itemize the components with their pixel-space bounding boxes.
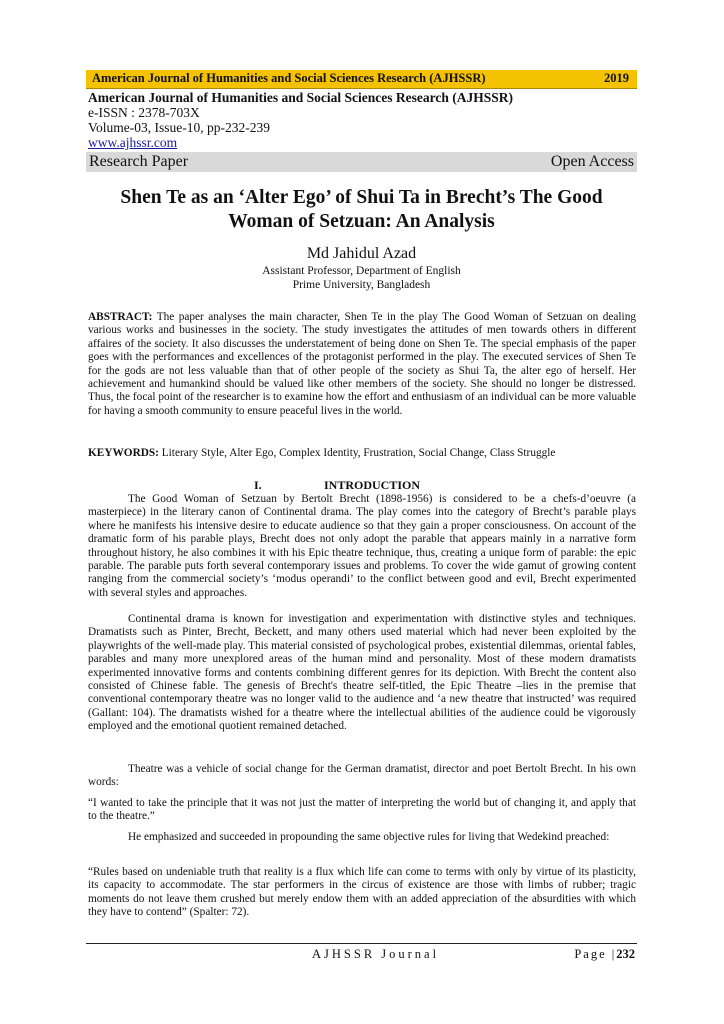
quote-1 [88, 797, 636, 824]
keywords [88, 447, 636, 460]
affiliation-line-1: Assistant Professor, Department of English [262, 265, 461, 277]
intro-paragraph-1 [88, 493, 636, 600]
keywords-text: Literary Style, Alter Ego, Complex Identity, Frustration, Social Change, Class Struggle [158, 447, 556, 459]
section-number: I. [254, 478, 262, 492]
access-type: Open Access [550, 153, 634, 170]
issn: e-ISSN : 2378-703X [88, 105, 200, 120]
intro-paragraph-2 [88, 613, 636, 734]
paragraph: He emphasized and succeeded in propounding the same objective rules for living that Wedekind preached: [128, 831, 610, 843]
paper-type: Research Paper [89, 153, 189, 170]
footer-page [574, 947, 635, 962]
volume-info: Volume-03, Issue-10, pp-232-239 [88, 120, 270, 135]
footer-journal: AJHSSR Journal [312, 947, 440, 961]
page-number: 232 [616, 947, 635, 961]
quote-2 [88, 866, 636, 920]
author-affiliation [86, 264, 637, 292]
affiliation-line-2: Prime University, Bangladesh [292, 279, 431, 291]
journal-banner [86, 70, 637, 89]
paper-type-bar [86, 152, 637, 172]
keywords-label: KEYWORDS: [88, 447, 159, 459]
journal-name: American Journal of Humanities and Social Sciences Research (AJHSSR) [88, 90, 513, 105]
title-line-1: Shen Te as an ‘Alter Ego’ of Shui Ta in Brecht’s The Good [120, 187, 603, 208]
banner-title: American Journal of Humanities and Social Sciences Research (AJHSSR) [92, 71, 486, 85]
article-title [86, 186, 637, 234]
abstract-label: ABSTRACT: [88, 311, 153, 323]
paragraph: Theatre was a vehicle of social change for the German dramatist, director and poet Bertolt Brecht. In his own words: [88, 763, 636, 789]
section-title: INTRODUCTION [324, 478, 421, 492]
author-name: Md Jahidul Azad [306, 245, 417, 262]
abstract-text: The paper analyses the main character, Shen Te in the play The Good Woman of Setzuan on dealing various works and businesses in the society. The study investigates the attitudes of men towards others in different affaires of the society. It also discusses the understatement of being done on Shen Te. The special emphasis of the paper goes with the performances and excellences of the protagonist performed in the play. The executed services of Shen Te for the gods are not less valuable than that of other people of the society as Shui Ta, the alter ego of herself. Her achievement and humankind should be valued like other members of the society. She should no longer be distressed. Thus, the focal point of the researcher is to examine how the effort and enthusiasm of an individual can be more valuable for having a smooth community to ensure peaceful lives in the world. [88, 311, 636, 417]
website-link[interactable]: www.ajhssr.com [88, 135, 178, 150]
page-label: Page | [574, 947, 617, 961]
intro-paragraph-4 [88, 831, 636, 844]
title-line-2: Woman of Setzuan: An Analysis [228, 211, 495, 232]
banner-year: 2019 [604, 71, 629, 85]
quotation: “I wanted to take the principle that it was not just the matter of interpreting the world but of changing it, and apply that to the theatre.” [88, 797, 636, 823]
abstract [88, 311, 636, 418]
paragraph: The Good Woman of Setzuan by Bertolt Brecht (1898-1956) is considered to be a chefs-d’oeuvre (a masterpiece) in the literary canon of Continental drama. The play comes into the category of Brecht’s parable plays where he manifests his intensive desire to educate audience so that they gain a proper consciousness. On account of the dramatic form of his parable plays, Brecht does not only adopt the parable that appears mainly in a narrative form throughout history, he also combines it with his Epic theatre technique, thus, creating a unique form of parable: the epic parable. The parable puts forth several contemporary issues and problems. To cover the wide gamut of growing content ranging from the commercial society’s ‘modus operandi’ to the conflict between good and evil, Brecht experimented with several styles and approaches. [88, 493, 636, 599]
intro-paragraph-3 [88, 763, 636, 790]
paragraph: Continental drama is known for investigation and experimentation with distinctive styles and techniques. Dramatists such as Pinter, Brecht, Beckett, and many others used material which had never been exploited by the playwrights of the well-made play. This material consisted of psychological probes, existential dilemmas, oriental fables, parables and many more unexplored areas of the human mind and personality. Most of these modern dramatists experimented innovative forms and contents combining different genres for its depiction. With Brecht the content also consisted of Chinese fable. The genesis of Brecht's theatre self-titled, the Epic Theatre –lies in the premise that conventional contemporary theatre was no longer valid to the audience and ‘a new theatre that instructed’ was required (Gallant: 104). The dramatists wished for a theatre where the intellectual abilities of the audience could be vigorously employed and the emotional quotient remained detached. [88, 613, 636, 733]
journal-meta [88, 90, 513, 150]
quotation: “Rules based on undeniable truth that reality is a flux which life can come to terms with only by virtue of its plasticity, its capacity to accommodate. The star performers in the circus of existence are those with limbs of rubber; tragic moments do not leave them crushed but merely endow them with an added appreciation of the absurdities with which they have to contend” (Spalter: 72). [88, 866, 636, 919]
page-footer [86, 943, 637, 961]
